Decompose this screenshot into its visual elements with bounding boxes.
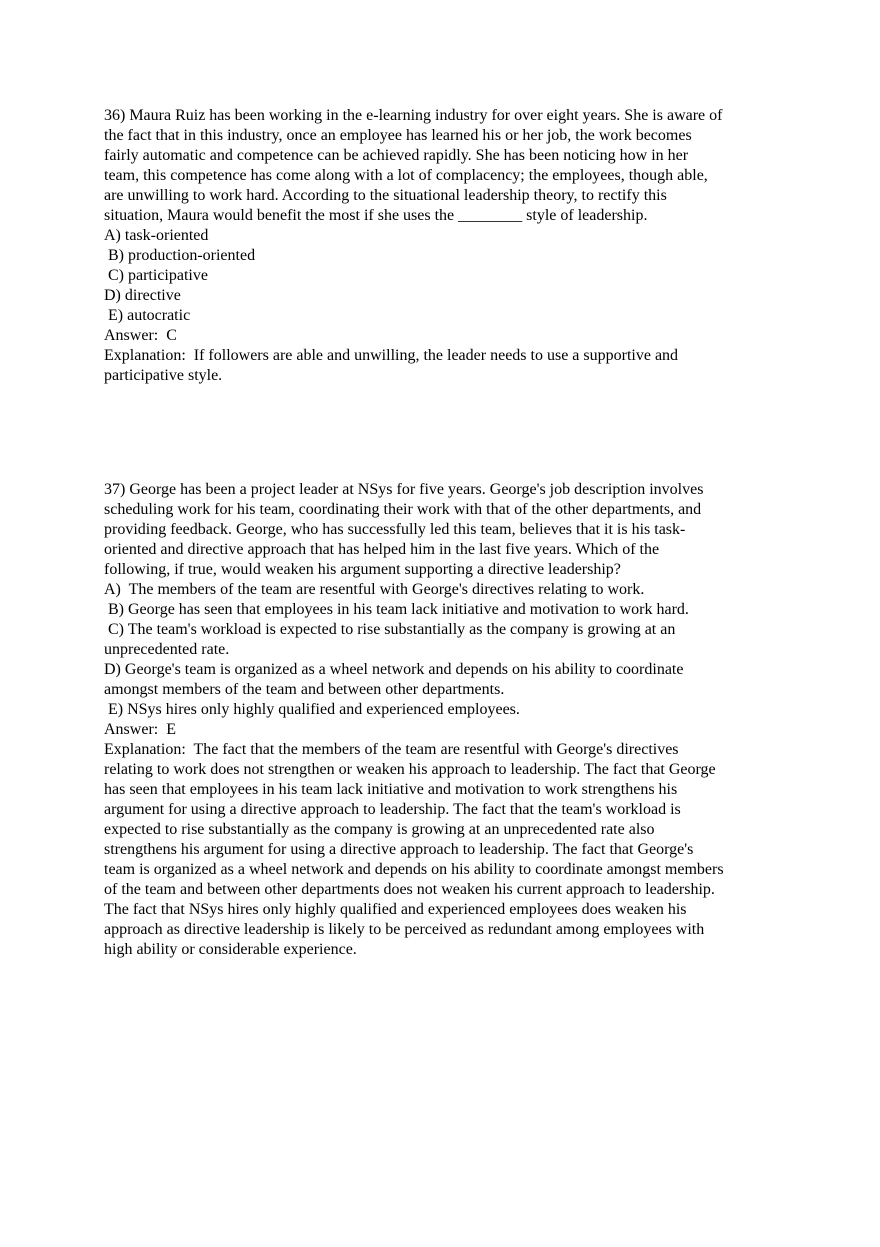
answer-option: D) directive <box>104 287 181 304</box>
explanation-line: of the team and between other departments does not weaken his current approach to leadership. <box>104 881 715 898</box>
answer-option: D) George's team is organized as a wheel network and depends on his ability to coordinate <box>104 661 684 678</box>
question-stem-line: providing feedback. George, who has successfully led this team, believes that it is his task- <box>104 521 686 538</box>
answer-option: A) The members of the team are resentful with George's directives relating to work. <box>104 581 645 598</box>
answer-option: C) The team's workload is expected to rise substantially as the company is growing at an <box>104 621 676 638</box>
answer-option: C) participative <box>104 267 208 284</box>
answer-option-continuation: amongst members of the team and between other departments. <box>104 681 505 698</box>
explanation-line: approach as directive leadership is likely to be perceived as redundant among employees with <box>104 921 705 938</box>
question-stem-line: 37) George has been a project leader at NSys for five years. George's job description involves <box>104 481 704 498</box>
explanation-line: participative style. <box>104 367 223 384</box>
question-stem-line: are unwilling to work hard. According to the situational leadership theory, to rectify this <box>104 187 667 204</box>
explanation-line: relating to work does not strengthen or weaken his approach to leadership. The fact that George <box>104 761 716 778</box>
question-stem-line: 36) Maura Ruiz has been working in the e-learning industry for over eight years. She is aware of <box>104 107 723 124</box>
answer-option: E) NSys hires only highly qualified and experienced employees. <box>104 701 520 718</box>
question-stem-line: situation, Maura would benefit the most if she uses the ________ style of leadership. <box>104 207 648 224</box>
explanation-line: argument for using a directive approach to leadership. The fact that the team's workload is <box>104 801 681 818</box>
explanation-line: The fact that NSys hires only highly qualified and experienced employees does weaken his <box>104 901 687 918</box>
question-stem-line: fairly automatic and competence can be achieved rapidly. She has been noticing how in her <box>104 147 689 164</box>
question-36 <box>104 106 779 386</box>
answer-key: Answer: E <box>104 721 176 738</box>
explanation-line: strengthens his argument for using a directive approach to leadership. The fact that George's <box>104 841 694 858</box>
explanation-line: has seen that employees in his team lack initiative and motivation to work strengthens his <box>104 781 678 798</box>
explanation-line: high ability or considerable experience. <box>104 941 357 958</box>
question-stem-line: oriented and directive approach that has helped him in the last five years. Which of the <box>104 541 660 558</box>
question-stem-line: scheduling work for his team, coordinating their work with that of the other departments, and <box>104 501 702 518</box>
question-37 <box>104 480 779 960</box>
explanation-line: Explanation: If followers are able and unwilling, the leader needs to use a supportive and <box>104 347 679 364</box>
question-stem-line: the fact that in this industry, once an employee has learned his or her job, the work becomes <box>104 127 692 144</box>
explanation-line: expected to rise substantially as the company is growing at an unprecedented rate also <box>104 821 655 838</box>
answer-option: B) George has seen that employees in his team lack initiative and motivation to work hard. <box>104 601 689 618</box>
answer-option: E) autocratic <box>104 307 191 324</box>
answer-option: A) task-oriented <box>104 227 209 244</box>
explanation-line: Explanation: The fact that the members of the team are resentful with George's directives <box>104 741 679 758</box>
question-stem-line: team, this competence has come along with a lot of complacency; the employees, though able, <box>104 167 708 184</box>
answer-option-continuation: unprecedented rate. <box>104 641 230 658</box>
answer-option: B) production-oriented <box>104 247 256 264</box>
explanation-line: team is organized as a wheel network and depends on his ability to coordinate amongst members <box>104 861 724 878</box>
answer-key: Answer: C <box>104 327 177 344</box>
question-stem-line: following, if true, would weaken his argument supporting a directive leadership? <box>104 561 621 578</box>
